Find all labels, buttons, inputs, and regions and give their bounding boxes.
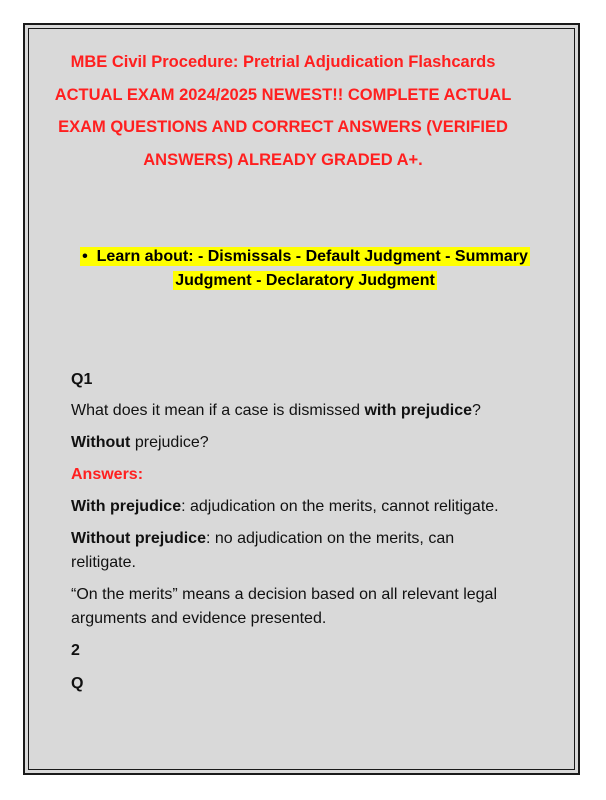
question-emphasis: with prejudice <box>364 402 473 419</box>
question-text <box>71 399 541 423</box>
document-title: MBE Civil Procedure: Pretrial Adjudication Flashcards ACTUAL EXAM 2024/2025 NEWEST!! COMPLETE ACTUAL EXAM QUESTIONS AND CORRECT ANSWERS (VERIFIED ANSWERS) ALREADY GRADED A+. <box>54 53 512 169</box>
on-the-merits-note: “On the merits” means a decision based on all relevant legal arguments and evidence presented. <box>71 586 497 627</box>
question-text-part: What does it mean if a case is dismissed <box>71 402 365 419</box>
question-text-2 <box>71 431 541 455</box>
next-question-number: 2 <box>71 642 80 659</box>
answer1-term: With prejudice <box>71 498 182 515</box>
answer2-definition: : no adjudication on the merits, can relitigate. <box>71 530 455 571</box>
highlighted-bullet-text <box>80 247 530 290</box>
answer2-term: Without prejudice <box>71 530 206 547</box>
bullet-symbol: • <box>82 248 88 265</box>
question-text-end: ? <box>472 402 481 419</box>
question2-emphasis: Without <box>71 434 131 451</box>
answer1-definition: : adjudication on the merits, cannot relitigate. <box>181 498 499 515</box>
next-question-label: Q <box>71 675 84 692</box>
answers-label: Answers: <box>71 466 144 483</box>
question-label: Q1 <box>71 371 93 388</box>
learn-about-bullet <box>70 245 540 293</box>
answer-with-prejudice <box>71 495 541 519</box>
answer-without-prejudice <box>71 527 481 575</box>
bullet-text: Learn about: - Dismissals - Default Judgment - Summary Judgment - Declaratory Judgment <box>96 248 528 289</box>
question2-rest: prejudice? <box>130 434 209 451</box>
